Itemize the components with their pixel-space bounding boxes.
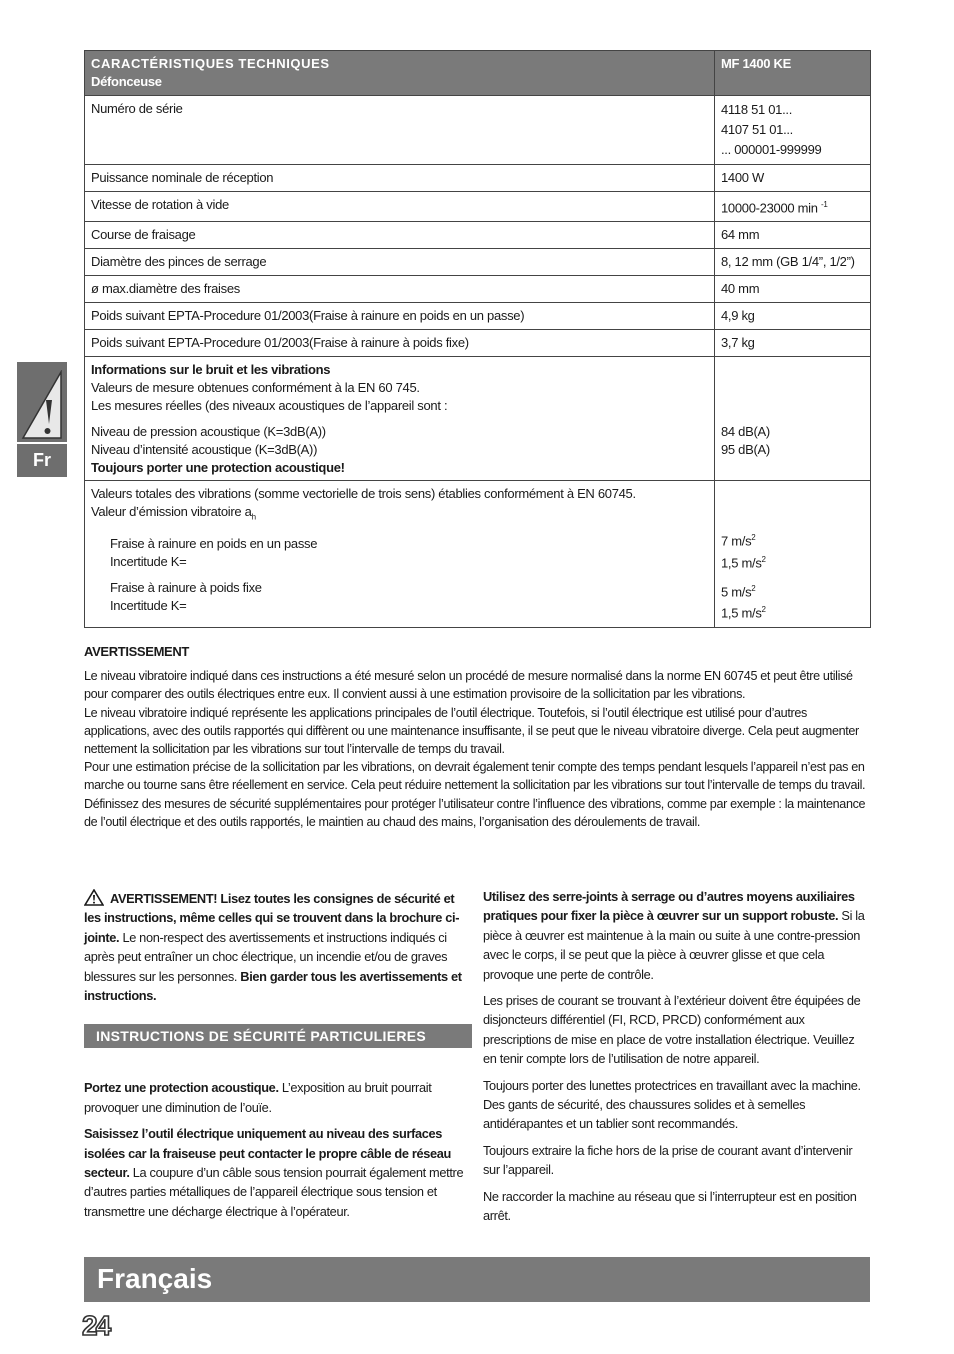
table-row — [85, 96, 871, 165]
speed-value: 10000-23000 min — [721, 200, 818, 216]
table-row — [85, 192, 871, 222]
row-value — [715, 96, 871, 165]
section-title-bar: INSTRUCTIONS DE SÉCURITÉ PARTICULIERES — [84, 1024, 472, 1048]
tech-spec-table — [84, 50, 871, 628]
safety-paragraph-1-text: L’exposition au bruit pourrait provoquer une diminution de l’ouïe. — [84, 1080, 432, 1115]
row-value — [715, 192, 871, 222]
language-side-tab — [17, 362, 67, 477]
squared-exponent: 2 — [761, 554, 766, 564]
row-label: Vitesse de rotation à vide — [85, 192, 715, 222]
safety-paragraph-4: Les prises de courant se trouvant à l’extérieur doivent être équipées de disjoncteurs différentiel (FI, RCD, PRCD) conformément aux prescriptions de mise en place de votre installation électrique. Veuillez en tenir compte lors de l’utilisation de notre appareil. — [483, 993, 861, 1067]
noise-protection-note: Toujours porter une protection acoustique! — [91, 460, 345, 476]
safety-paragraph-3-bold: Utilisez des serre-joints à serrage ou d’autres moyens auxiliaires pratiques pour fixer la pièce à œuvrer sur un support robuste. — [483, 889, 855, 924]
vibration-row — [85, 481, 871, 627]
vibration-case-1-unc-value — [721, 551, 864, 572]
safety-paragraph-7: Ne raccorder la machine au réseau que si l’interrupteur est en position arrêt. — [483, 1188, 857, 1224]
serial-value-1: 4118 51 01... — [721, 102, 793, 117]
footer-language-title: Français — [97, 1263, 213, 1294]
warning-paragraph-2: Le niveau vibratoire indiqué représente les applications principales de l’outil électrique. Toutefois, si l’outil électrique est utilisé pour d’autres applications, avec des outils rapportés qui diffèrent ou une maintenance insuffisante, il se peut que le niveau vibratoire diverge. Cela peut augmenter nettement la sollicitation par les vibrations sur tout l’intervalle de temps du travail. — [84, 705, 859, 757]
noise-intensity-label: Niveau d’intensité acoustique (K=3dB(A)) — [91, 442, 318, 458]
table-row — [85, 276, 871, 303]
general-warning-paragraph — [84, 889, 472, 1005]
left-column — [84, 889, 472, 1228]
row-value: 3,7 kg — [715, 330, 871, 357]
safety-paragraph-6: Toujours extraire la fiche hors de la prise de courant avant d’intervenir sur l’appareil. — [483, 1142, 853, 1178]
table-header-row — [85, 51, 871, 96]
row-label: Course de fraisage — [85, 222, 715, 249]
noise-row — [85, 357, 871, 481]
right-column — [483, 887, 871, 1233]
row-label: Puissance nominale de réception — [85, 165, 715, 192]
row-value: 40 mm — [715, 276, 871, 303]
general-warning-bold-2: Bien garder tous les avertissements et instructions. — [84, 968, 462, 1004]
side-tab-divider — [17, 442, 67, 444]
vibration-label-cell — [85, 481, 715, 627]
warning-paragraph-4: Définissez des mesures de sécurité supplémentaires pour protéger l’utilisateur contre l’influence des vibrations, comme par exemple : la maintenance de l’outil électrique et des outils rapportés, le maintien au chaud des mains, l’organisation des déroulements de travail. — [84, 796, 866, 829]
table-row — [85, 330, 871, 357]
table-header-subtitle: Défonceuse — [91, 74, 162, 89]
noise-label-cell — [85, 357, 715, 481]
row-label: ø max.diamètre des fraises — [85, 276, 715, 303]
row-value: 8, 12 mm (GB 1/4”, 1/2”) — [715, 249, 871, 276]
language-footer-bar — [84, 1257, 870, 1302]
table-row — [85, 165, 871, 192]
row-value: 64 mm — [715, 222, 871, 249]
safety-paragraph-2-bold: Saisissez l’outil électrique uniquement au niveau des surfaces isolées car la fraiseuse peut contacter le propre câble de réseau secteur. — [84, 1126, 452, 1181]
safety-paragraph-2 — [84, 1124, 472, 1221]
squared-exponent: 2 — [751, 533, 756, 543]
table-row — [85, 249, 871, 276]
noise-title: Informations sur le bruit et les vibrations — [91, 362, 331, 378]
warning-heading: AVERTISSEMENT — [84, 644, 189, 659]
row-label: Poids suivant EPTA-Procedure 01/2003(Fraise à rainure en poids en un passe) — [85, 303, 715, 330]
warning-paragraph-3: Pour une estimation précise de la sollicitation par les vibrations, on devrait également tenir compte des temps pendant lesquels l’appareil n’est pas en marche ou tourne sans être réellement en service. Cela peut réduire nettement la sollicitation par les vibrations sur tout l’intervalle de temps du travail. — [84, 760, 866, 793]
vibration-line-2-text: Valeur d’émission vibratoire a — [91, 504, 252, 520]
vibration-case-1-value — [721, 529, 864, 550]
noise-value-cell — [715, 357, 871, 481]
vibration-case-2-value-text: 5 m/s — [721, 584, 752, 600]
safety-paragraph-3-text: Si la pièce à œuvrer est maintenue à la main ou suite à une contre-pression avec le corps, il se peut que la pièce à œuvrer glisse et que cela provoque une perte de contrôle. — [483, 908, 865, 982]
vibration-case-2-uncertainty: Incertitude K= — [110, 597, 187, 613]
table-header-title-cell — [85, 51, 715, 96]
safety-paragraph-3 — [483, 887, 871, 984]
vibration-line-1: Valeurs totales des vibrations (somme vectorielle de trois sens) établies conformément à EN 60745. — [91, 486, 636, 502]
language-code: Fr — [33, 450, 51, 470]
table-row — [85, 222, 871, 249]
vibration-subscript: h — [251, 512, 256, 522]
vibration-case-2-value — [721, 580, 864, 601]
noise-pressure-label: Niveau de pression acoustique (K=3dB(A)) — [91, 424, 326, 440]
vibration-warning-section — [84, 643, 870, 831]
squared-exponent: 2 — [751, 583, 756, 593]
vibration-case-2-unc-value — [721, 601, 864, 622]
safety-paragraph-1-bold: Portez une protection acoustique. — [84, 1080, 279, 1096]
serial-value-3: ... 000001-999999 — [721, 142, 822, 157]
table-row — [85, 303, 871, 330]
warning-paragraph-1: Le niveau vibratoire indiqué dans ces instructions a été mesuré selon un procédé de mesure normalisé dans la norme EN 60745 et peut être utilisé pour comparer des outils électriques entre eux. Il convient aussi à une estimation provisoire de la sollicitation par les vibrations. — [84, 669, 853, 702]
noise-pressure-value: 84 dB(A) — [721, 424, 770, 440]
vibration-case-1-unc-value-text: 1,5 m/s — [721, 554, 762, 570]
general-warning-text: Le non-respect des avertissements et instructions indiqués ci après peut entraîner un choc électrique, un incendie et/ou de graves blessures sur les personnes. — [84, 929, 448, 984]
warning-triangle-icon — [21, 370, 63, 440]
table-header-model: MF 1400 KE — [715, 51, 871, 96]
table-header-title: CARACTÉRISTIQUES TECHNIQUES — [91, 56, 330, 71]
warning-triangle-icon — [84, 889, 104, 906]
noise-line-1: Valeurs de mesure obtenues conformément à la EN 60 745. — [91, 380, 420, 396]
vibration-value-cell — [715, 481, 871, 627]
safety-paragraph-1 — [84, 1078, 472, 1117]
speed-unit-exponent: -1 — [821, 200, 828, 209]
noise-intensity-value: 95 dB(A) — [721, 442, 770, 458]
vibration-case-2-unc-value-text: 1,5 m/s — [721, 605, 762, 621]
serial-value-2: 4107 51 01... — [721, 122, 793, 137]
noise-line-2: Les mesures réelles (des niveaux acoustiques de l’appareil sont : — [91, 398, 448, 414]
row-label: Diamètre des pinces de serrage — [85, 249, 715, 276]
vibration-line-2 — [91, 503, 708, 527]
row-label: Poids suivant EPTA-Procedure 01/2003(Fraise à rainure à poids fixe) — [85, 330, 715, 357]
vibration-case-1-value-text: 7 m/s — [721, 533, 752, 549]
page-number: 24 — [82, 1310, 110, 1341]
row-value: 1400 W — [715, 165, 871, 192]
safety-paragraph-5: Toujours porter des lunettes protectrices en travaillant avec la machine. Des gants de sécurité, des chaussures solides et à semelles antidérapantes et un tablier sont recommandés. — [483, 1077, 861, 1132]
vibration-case-2-label: Fraise à rainure à poids fixe — [110, 579, 262, 595]
row-value: 4,9 kg — [715, 303, 871, 330]
squared-exponent: 2 — [761, 605, 766, 615]
vibration-case-1-label: Fraise à rainure en poids en un passe — [110, 535, 318, 551]
safety-paragraph-2-text: La coupure d’un câble sous tension pourrait également mettre d’autres parties métalliques de l’appareil électrique sous tension et transmettre une décharge électrique à l’opérateur. — [84, 1165, 464, 1219]
general-warning-bold: AVERTISSEMENT! Lisez toutes les consignes de sécurité et les instructions, même celles qui se trouvent dans la brochure ci-jointe. — [84, 891, 460, 945]
vibration-case-1-uncertainty: Incertitude K= — [110, 553, 187, 569]
row-label: Numéro de série — [85, 96, 715, 165]
